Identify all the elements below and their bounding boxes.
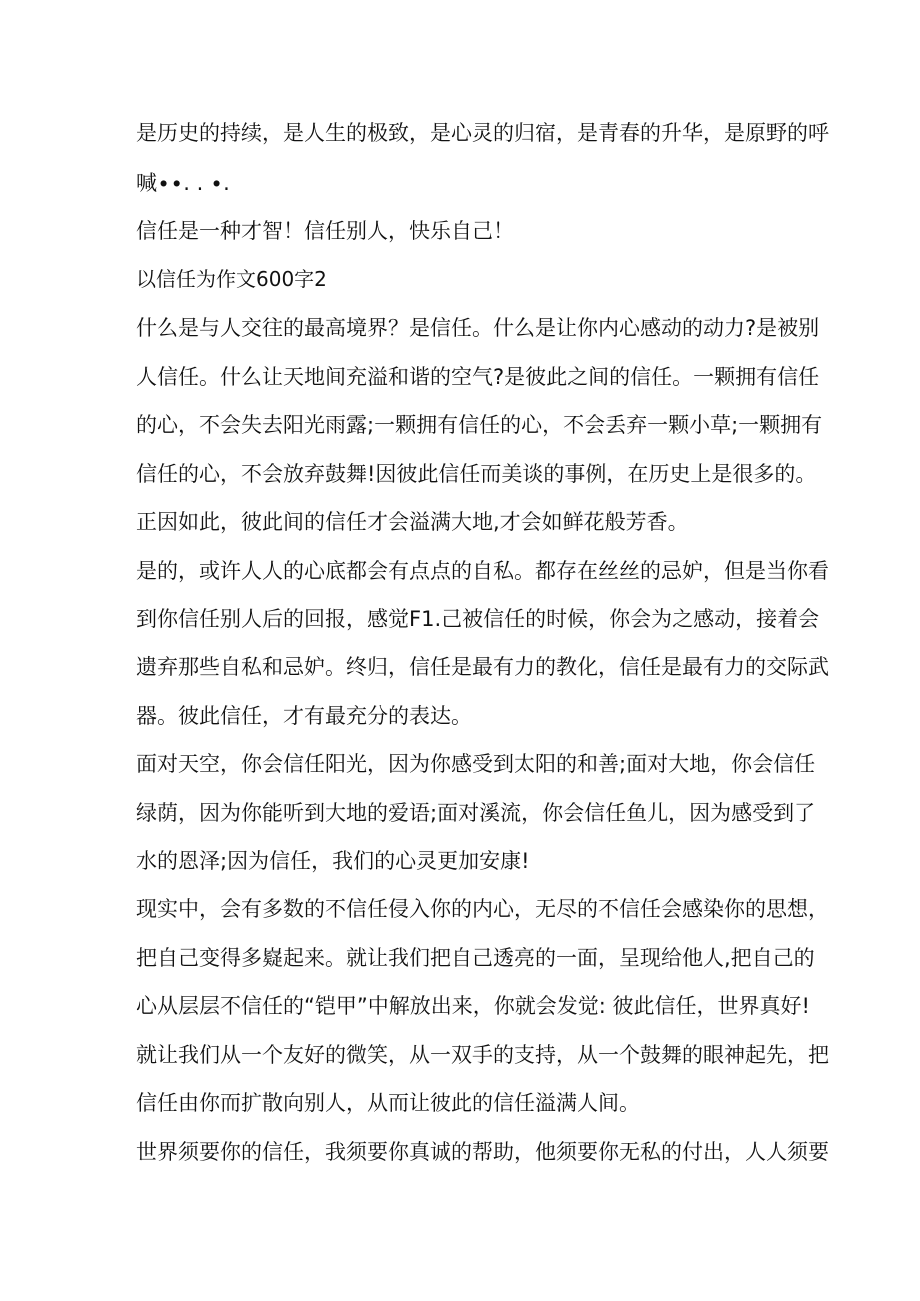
text-line: 的心，不会失去阳光雨露;一颗拥有信任的心，不会丢弃一颗小草;一颗拥有 bbox=[136, 413, 823, 437]
text-line: 器。彼此信任，才有最充分的表达。 bbox=[136, 704, 472, 728]
text-line: 遗弃那些自私和忌妒。终归，信任是最有力的教化，信任是最有力的交际武 bbox=[136, 655, 829, 679]
text-line: 喊∙∙. . ∙. bbox=[136, 171, 230, 195]
text-line: 正因如此，彼此间的信任才会溢满大地,才会如鲜花般芳香。 bbox=[136, 510, 689, 534]
text-line: 水的恩泽;因为信任，我们的心灵更加安康! bbox=[136, 849, 530, 873]
section-heading: 以信任为作文600字2 bbox=[136, 267, 327, 291]
text-line: 面对天空，你会信任阳光，因为你感受到太阳的和善;面对大地，你会信任 bbox=[136, 752, 816, 776]
text-line: 世界须要你的信任，我须要你真诚的帮助，他须要你无私的付出，人人须要 bbox=[136, 1140, 829, 1164]
text-line: 是的，或许人人的心底都会有点点的自私。都存在丝丝的忌妒，但是当你看 bbox=[136, 559, 829, 583]
text-line: 人信任。什么让天地间充溢和谐的空气?是彼此之间的信任。一颗拥有信任 bbox=[136, 365, 820, 389]
text-line: 什么是与人交往的最高境界？是信任。什么是让你内心感动的动力?是被别 bbox=[136, 316, 820, 340]
text-line: 就让我们从一个友好的微笑，从一双手的支持，从一个鼓舞的眼神起先，把 bbox=[136, 1043, 829, 1067]
text-line: 信任的心，不会放弃鼓舞!因彼此信任而美谈的事例，在历史上是很多的。 bbox=[136, 462, 817, 486]
text-line: 现实中，会有多数的不信任侵入你的内心，无尽的不信任会感染你的思想， bbox=[136, 897, 829, 921]
text-line: 信任是一种才智！信任别人，快乐自己！ bbox=[136, 219, 514, 243]
text-line: 把自己变得多嶷起来。就让我们把自己透亮的一面，呈现给他人,把自己的 bbox=[136, 946, 815, 970]
text-line: 绿荫，因为你能听到大地的爱语;面对溪流，你会信任鱼儿，因为感受到了 bbox=[136, 801, 816, 825]
text-line: 信任由你而扩散向别人，从而让彼此的信任溢满人间。 bbox=[136, 1091, 640, 1115]
text-line: 到你信任别人后的回报，感觉F1.己被信任的时候，你会为之感动，接着会 bbox=[136, 607, 820, 631]
text-line: 是历史的持续，是人生的极致，是心灵的归宿，是青春的升华，是原野的呼 bbox=[136, 121, 829, 145]
text-line: 心从层层不信任的“铠甲”中解放出来，你就会发觉: 彼此信任，世界真好! bbox=[136, 994, 810, 1018]
